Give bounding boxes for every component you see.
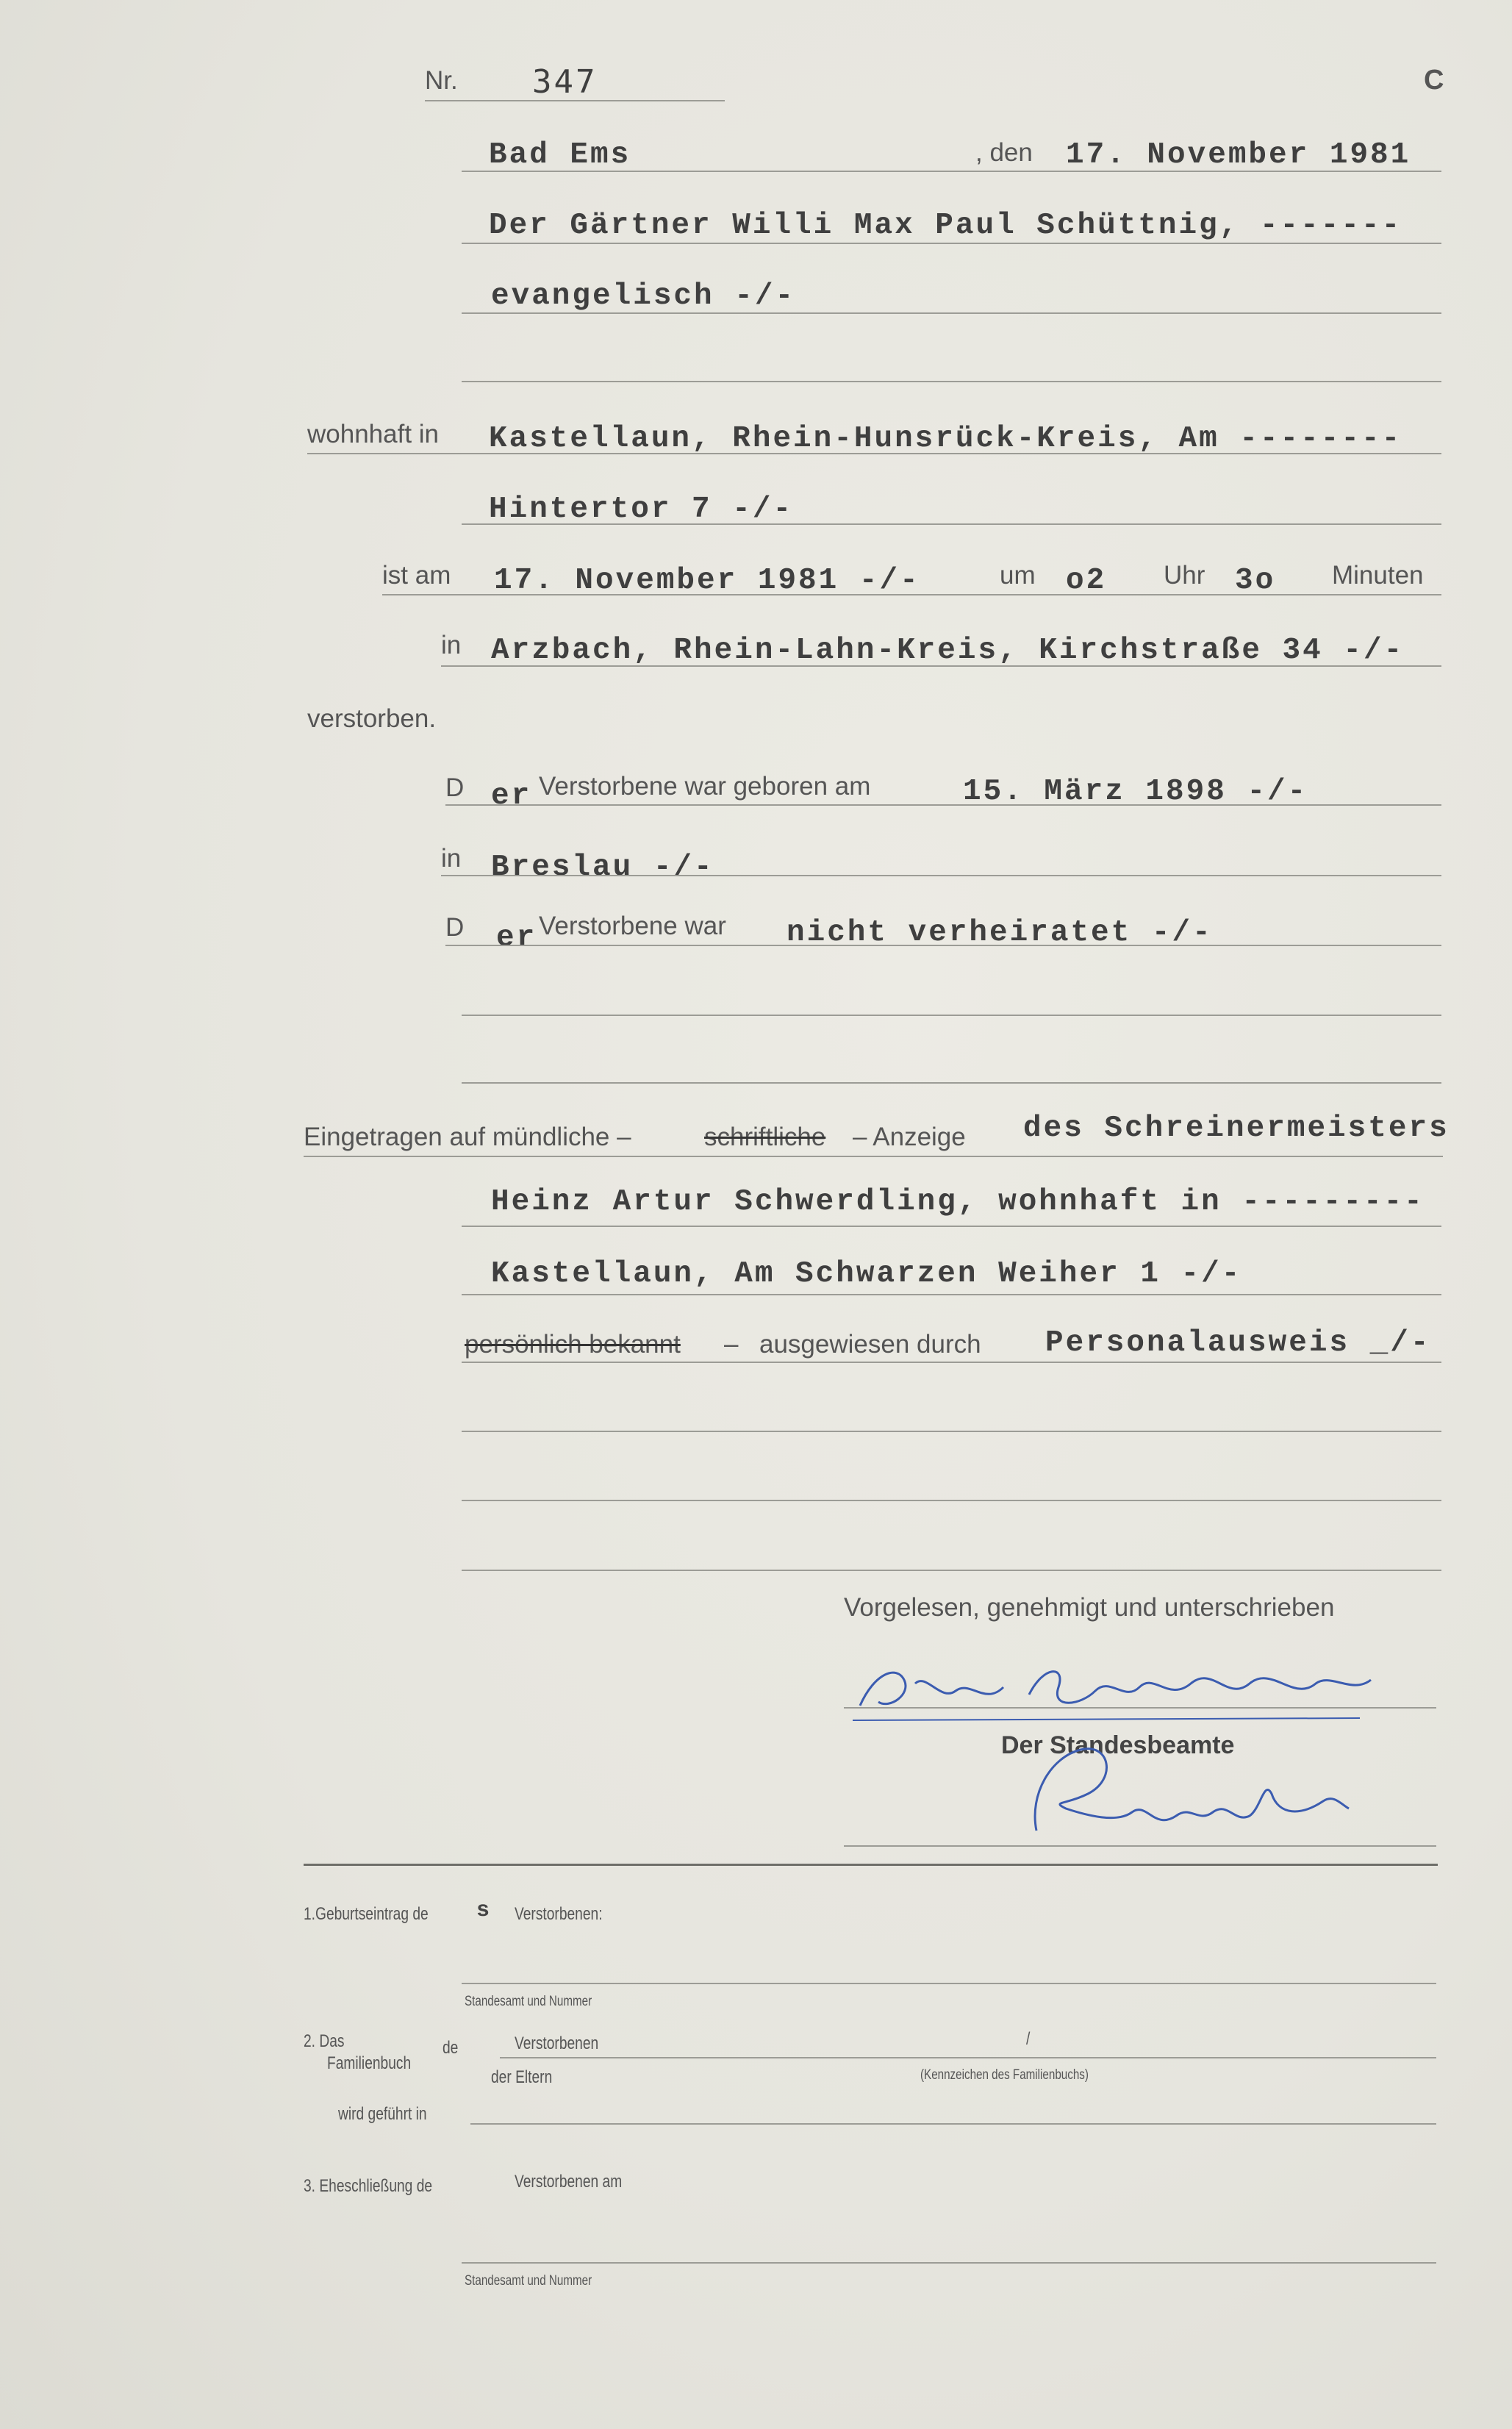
den-label: , den — [975, 138, 1033, 167]
birth-date: 15. März 1898 -/- — [963, 775, 1308, 809]
wird-gefuehrt-underline — [470, 2123, 1436, 2125]
family-book-slash: / — [1026, 2029, 1031, 2049]
family-book-option-deceased: Verstorbenen — [515, 2033, 599, 2053]
marriage-underline — [462, 2262, 1436, 2264]
death-hour: o2 — [1066, 564, 1107, 598]
registration-date: 17. November 1981 — [1066, 138, 1411, 172]
standesamt-label-1: Standesamt und Nummer — [465, 1994, 592, 2009]
informant-name: Heinz Artur Schwerdling, wohnhaft in --------- — [491, 1185, 1425, 1219]
registration-label-2: – Anzeige — [853, 1123, 966, 1151]
family-book-de: de — [443, 2038, 459, 2058]
blank-underline-3 — [462, 1082, 1441, 1084]
informant-address: Kastellaun, Am Schwarzen Weiher 1 -/- — [491, 1257, 1242, 1291]
identification-underline — [462, 1362, 1441, 1363]
blank-underline-4 — [462, 1431, 1441, 1432]
blank-underline-2 — [462, 1015, 1441, 1016]
residence-line-2: Hintertor 7 -/- — [489, 493, 794, 526]
registrar-signature-line — [844, 1845, 1436, 1847]
marriage-label: 3. Eheschließung de — [304, 2176, 433, 2196]
name-underline — [462, 243, 1441, 244]
family-book-option-parents: der Eltern — [491, 2067, 553, 2087]
informant-signature-line — [844, 1707, 1436, 1709]
registration-label-1: Eingetragen auf mündliche – — [304, 1123, 631, 1151]
wird-gefuehrt-label: wird geführt in — [338, 2104, 427, 2124]
family-book-label-b: Familienbuch — [327, 2053, 412, 2073]
marital-er-value: er — [496, 921, 537, 955]
verstorben-label: verstorben. — [307, 704, 437, 733]
residence-underline-2 — [462, 523, 1441, 525]
death-minutes: 3o — [1235, 564, 1276, 598]
marital-underline — [445, 945, 1441, 946]
blank-underline-5 — [462, 1500, 1441, 1501]
death-place-underline — [441, 665, 1441, 667]
death-place-in-label: in — [441, 631, 462, 659]
religion-underline — [462, 312, 1441, 314]
birth-place-in-label: in — [441, 844, 462, 873]
register-letter: C — [1424, 65, 1444, 96]
read-approved-label: Vorgelesen, genehmigt und unterschrieben — [844, 1593, 1335, 1622]
deceased-religion: evangelisch -/- — [491, 279, 796, 313]
identification-label: ausgewiesen durch — [759, 1330, 981, 1359]
place-of-registration: Bad Ems — [489, 138, 631, 172]
birth-label: Verstorbene war geboren am — [539, 772, 871, 801]
standesamt-label-2: Standesamt und Nummer — [465, 2273, 592, 2289]
nr-underline — [425, 100, 725, 101]
marriage-tail: Verstorbenen am — [515, 2172, 623, 2192]
death-date: 17. November 1981 -/- — [494, 564, 920, 598]
identification-document: Personalausweis _/- — [1045, 1326, 1431, 1360]
birth-entry-s: s — [476, 1898, 490, 1923]
blank-underline-1 — [462, 381, 1441, 382]
registration-struck-option: schriftliche — [704, 1123, 826, 1151]
birth-entry-underline — [462, 1983, 1436, 1984]
birth-place-underline — [441, 875, 1441, 876]
residence-label: wohnhaft in — [307, 420, 440, 448]
marital-label: Verstorbene war — [539, 912, 726, 940]
birth-place: Breslau -/- — [491, 851, 714, 884]
marital-status: nicht verheiratet -/- — [787, 916, 1213, 950]
ist-am-label: ist am — [382, 561, 451, 590]
family-book-underline — [500, 2057, 1436, 2058]
deceased-name: Der Gärtner Willi Max Paul Schüttnig, ------- — [489, 209, 1402, 243]
birth-d-label: D — [445, 773, 465, 802]
date-underline — [462, 171, 1441, 172]
birth-date-underline — [445, 804, 1441, 806]
informant-occupation: des Schreinermeisters — [1023, 1112, 1450, 1145]
birth-er-value: er — [491, 779, 532, 813]
birth-entry-label: 1.Geburtseintrag de — [304, 1904, 429, 1924]
marital-d-label: D — [445, 913, 465, 942]
kennzeichen-label: (Kennzeichen des Familienbuchs) — [920, 2067, 1089, 2083]
registrar-label: Der Standesbeamte — [1001, 1731, 1235, 1759]
entry-number: 347 — [532, 63, 598, 101]
death-place: Arzbach, Rhein-Lahn-Kreis, Kirchstraße 34 -/- — [491, 634, 1405, 668]
residence-underline-1 — [307, 453, 1441, 454]
registration-underline-1 — [304, 1156, 1443, 1157]
minuten-label: Minuten — [1332, 561, 1424, 590]
footer-divider — [304, 1864, 1438, 1866]
death-date-underline — [382, 594, 1441, 595]
nr-label: Nr. — [425, 66, 458, 95]
registration-underline-2 — [462, 1226, 1441, 1227]
blank-underline-6 — [462, 1570, 1441, 1571]
family-book-label-a: 2. Das — [304, 2031, 345, 2051]
identification-struck-option: persönlich bekannt — [465, 1330, 681, 1359]
identification-dash: – — [724, 1330, 739, 1359]
birth-entry-tail: Verstorbenen: — [515, 1904, 603, 1924]
uhr-label: Uhr — [1164, 561, 1205, 590]
um-label: um — [1000, 561, 1036, 590]
residence-line-1: Kastellaun, Rhein-Hunsrück-Kreis, Am -------- — [489, 422, 1402, 456]
registration-underline-3 — [462, 1294, 1441, 1295]
